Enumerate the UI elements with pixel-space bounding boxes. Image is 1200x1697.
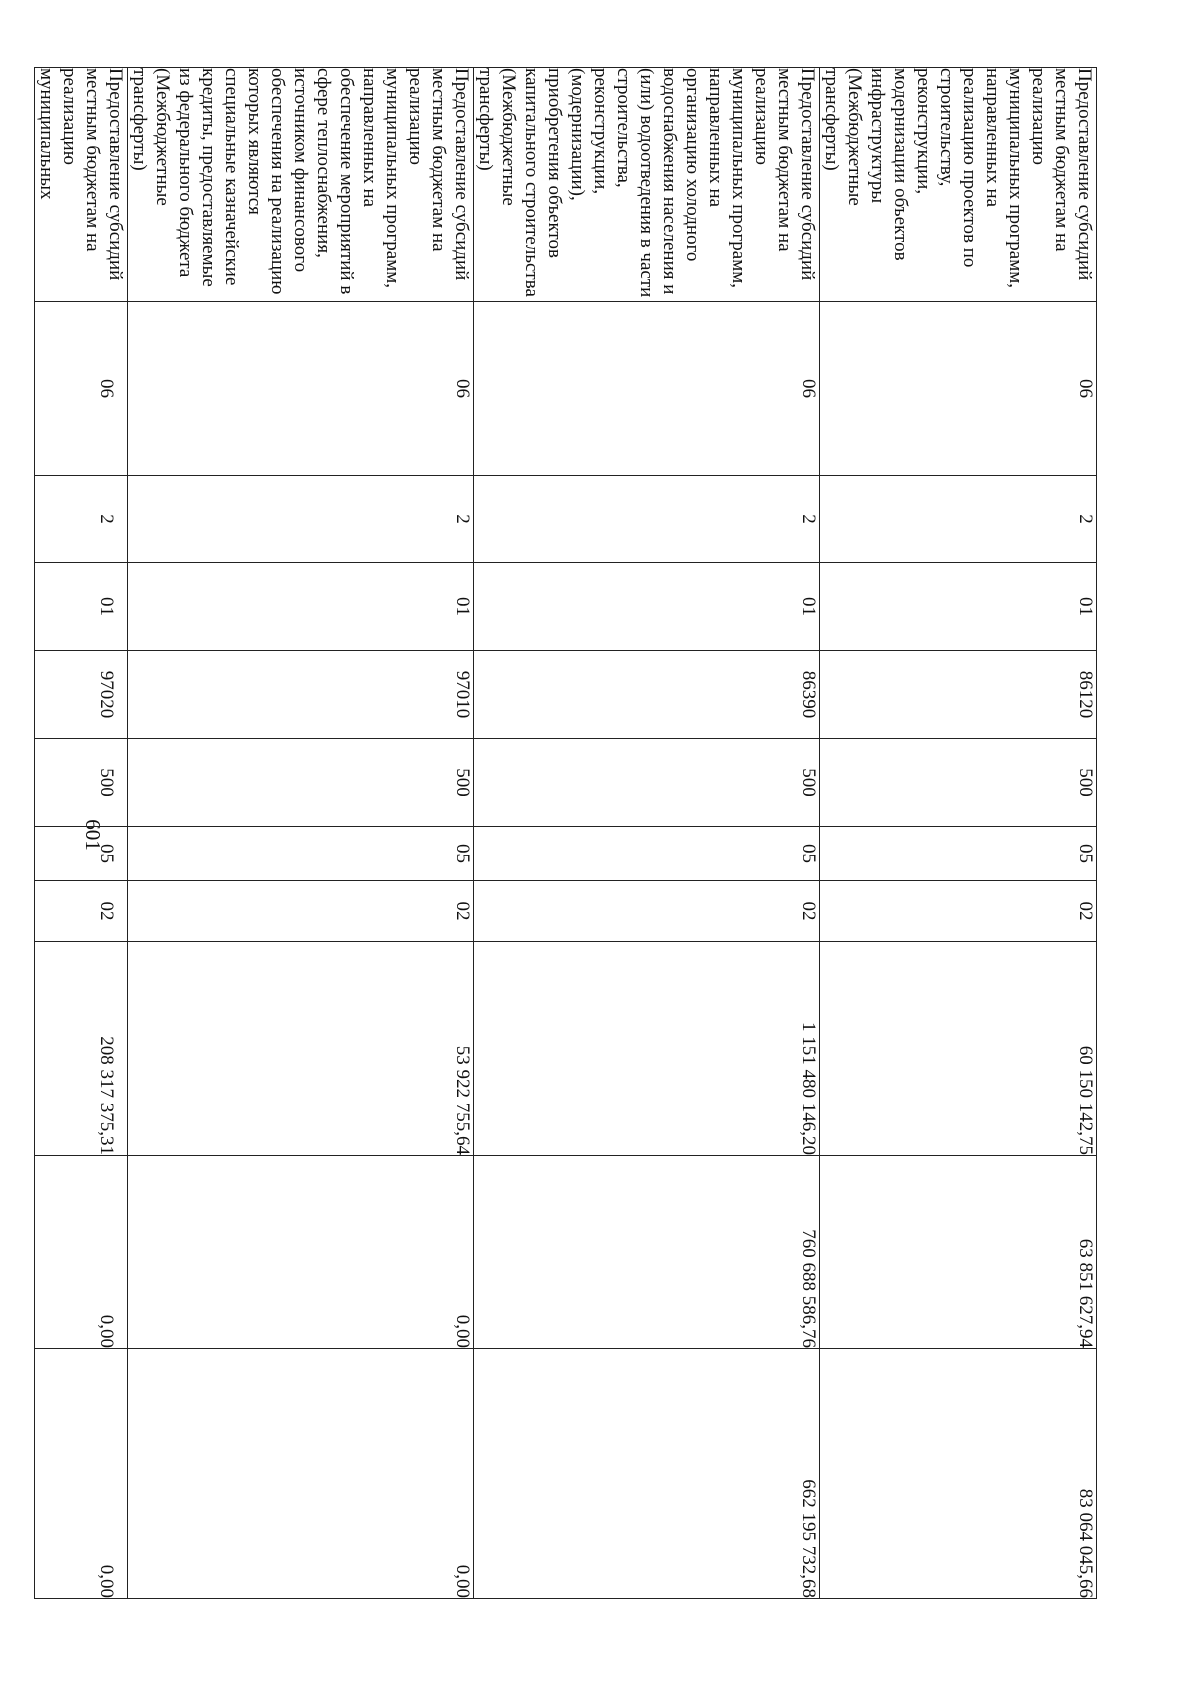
code-cell: 05 [474, 827, 820, 881]
code-cell: 01 [35, 563, 128, 651]
code-cell: 06 [474, 302, 820, 476]
code-cell: 86120 [820, 651, 1097, 739]
code-cell: 2 [35, 476, 128, 563]
amount-cell: 63 851 627,94 [820, 1156, 1097, 1349]
table-row [35, 68, 128, 1599]
code-cell: 86390 [474, 651, 820, 739]
amount-cell: 83 064 045,66 [820, 1349, 1097, 1599]
code-cell: 97010 [128, 651, 474, 739]
code-cell: 01 [128, 563, 474, 651]
table-row [128, 68, 474, 1599]
amount-cell: 0,00 [35, 1349, 128, 1599]
code-cell: 97020 [35, 651, 128, 739]
budget-table-rotated [36, 67, 1097, 1598]
code-cell: 2 [820, 476, 1097, 563]
code-cell: 2 [474, 476, 820, 563]
table-row [820, 68, 1097, 1599]
code-cell: 01 [474, 563, 820, 651]
code-cell: 500 [128, 739, 474, 827]
code-cell: 500 [474, 739, 820, 827]
code-cell: 2 [128, 476, 474, 563]
amount-cell: 0,00 [128, 1156, 474, 1349]
code-cell: 05 [35, 827, 128, 881]
code-cell: 05 [128, 827, 474, 881]
row-description: Предоставление субсидий местным бюджетам на реализацию муниципальных [35, 68, 128, 302]
code-cell: 02 [474, 881, 820, 942]
row-description: Предоставление субсидий местным бюджетам на реализацию муниципальных программ, направленных на реализацию проектов по строительству, реконструкции, модернизации объектов инфраструктуры (Межбюджетные трансферты) [820, 68, 1097, 302]
code-cell: 500 [35, 739, 128, 827]
amount-cell: 208 317 375,31 [35, 942, 128, 1156]
amount-cell: 1 151 480 146,20 [474, 942, 820, 1156]
code-cell: 500 [820, 739, 1097, 827]
code-cell: 05 [820, 827, 1097, 881]
code-cell: 02 [35, 881, 128, 942]
amount-cell: 662 195 732,68 [474, 1349, 820, 1599]
row-description: Предоставление субсидий местным бюджетам на реализацию муниципальных программ, направленных на организацию холодного водоснабжения населения и (или) водоотведения в части строительства, реконструкции, (модернизации), приобретения объектов капитального строительства (Межбюджетные трансферты) [474, 68, 820, 302]
amount-cell: 60 150 142,75 [820, 942, 1097, 1156]
row-description: Предоставление субсидий местным бюджетам на реализацию муниципальных программ, направленных на обеспечение мероприятий в сфере теплоснабжения, источником финансового обеспечения на реализацию которых являются специальные казначейские кредиты, предоставляемые из федерального бюджета (Межбюджетные трансферты) [128, 68, 474, 302]
code-cell: 01 [820, 563, 1097, 651]
amount-cell: 0,00 [128, 1349, 474, 1599]
code-cell: 02 [820, 881, 1097, 942]
amount-cell: 0,00 [35, 1156, 128, 1349]
amount-cell: 760 688 586,76 [474, 1156, 820, 1349]
amount-cell: 53 922 755,64 [128, 942, 474, 1156]
code-cell: 02 [128, 881, 474, 942]
budget-table [34, 67, 1097, 1599]
code-cell: 06 [820, 302, 1097, 476]
page-number: 601 [81, 819, 105, 851]
table-row [474, 68, 820, 1599]
code-cell: 06 [128, 302, 474, 476]
code-cell: 06 [35, 302, 128, 476]
